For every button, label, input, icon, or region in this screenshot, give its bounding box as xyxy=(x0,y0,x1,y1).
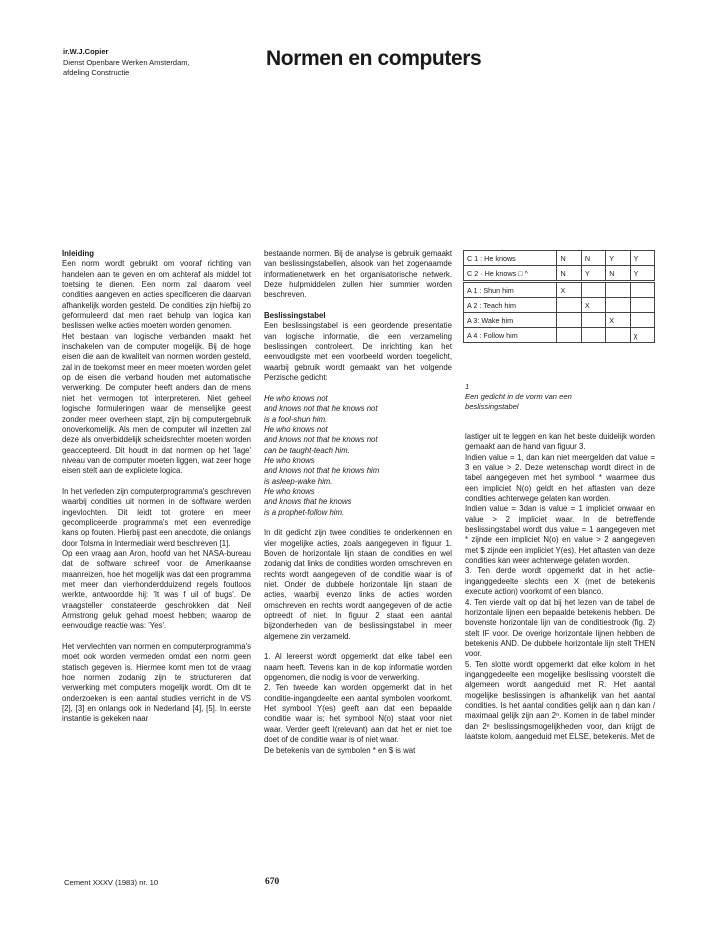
figure-caption xyxy=(465,382,655,412)
paragraph: bestaande normen. Bij de analyse is gebruik gemaakt van beslissingstabellen, alsook van het zogenaamde informatienetwerk en het organisatorische netwerk. Deze hulpmiddelen zullen hier summier worden beschreven. xyxy=(264,249,452,300)
table-cell xyxy=(606,282,630,298)
poem xyxy=(264,394,452,518)
action-row xyxy=(464,282,655,298)
condition-row xyxy=(464,251,655,266)
poem-line: He who knows xyxy=(264,486,315,496)
row-label: A 3: Wake him xyxy=(464,313,557,328)
table-cell: X xyxy=(581,298,605,313)
paragraph: De betekenis van de symbolen * en $ is wat xyxy=(264,745,416,755)
text-column-2 xyxy=(264,249,452,756)
table-cell xyxy=(630,298,654,313)
author-block xyxy=(63,47,253,79)
action-row xyxy=(464,298,655,313)
figure-number: 1 xyxy=(465,382,470,391)
section-heading: Beslissingstabel xyxy=(264,311,326,321)
table-cell xyxy=(557,328,581,343)
table-cell: χ xyxy=(630,328,654,343)
table-cell xyxy=(630,313,654,328)
table-cell xyxy=(606,328,630,343)
action-row xyxy=(464,328,655,343)
paragraph: 5. Ten slotte wordt opgemerkt dat elke kolom in het inganggedeelte een mogelijke beslissing voorstelt die algemeen wordt aangeduid met R. Het aantal mogelijke beslissingen is afhankelijk van het aantal condities. Is het aantal condities gelijk aan η dan kan / maximaal gelijk zijn aan 2ⁿ. Komen in de tabel minder dan 2ⁿ beslissingsmogelijkheden voor, dan krijgt de laatste kolom, aangeduid met ELSE, betekenis. Met de xyxy=(465,659,655,741)
poem-line: is a fool-shun him. xyxy=(264,414,328,424)
table-cell xyxy=(581,282,605,298)
author-organisation: Dienst Openbare Werken Amsterdam, xyxy=(63,57,190,67)
poem-line: is asleep-wake him. xyxy=(264,476,333,486)
table-cell: Y xyxy=(606,251,630,266)
paragraph-gap xyxy=(264,642,452,652)
poem-line: He who knows xyxy=(264,455,315,465)
paragraph: Het vervlechten van normen en computerprogramma's moet ook worden vermeden omdat een norm geen statisch gegeven is. Hiermee komt men tot de vraag hoe normen zodanig zijn te structureren dat verwerking met computers mogelijk wordt. Om dit te onderzoeken is een aantal studies verricht in de VS [2], [3] en onlangs ook in Nederland [4], [5]. In eerste instantie is gekeken naar xyxy=(62,642,251,724)
poem-line: can be taught-teach him. xyxy=(264,445,350,455)
paragraph: Het bestaan van logische verbanden maakt het inschakelen van de computer mogelijk. Bij de hoge eisen die aan de kwaliteit van normen worden gesteld, zal in de toekomst meer en meer moeten worden gelet op de eisen die verband houden met automatische verwerking. De computer heeft anders dan de mens niet het vermogen tot interpreteren. Niet geheel logische formuleringen waar de menselijke geest zonder meer overheen stapt, zijn bij computergebruik onoverkomelijk. Als men de computer wil inzetten zal deze als onverbiddelijk scheidsrechter moeten worden geaccepteerd. Dit houdt in dat normen op het 'lage' niveau van de computer moeten liggen, wat zeer hoge eisen stelt aan de expliciete logica. xyxy=(62,331,251,476)
paragraph-gap xyxy=(264,383,452,393)
table-cell: Y xyxy=(630,251,654,266)
poem-line: is a prophet-follow him. xyxy=(264,507,345,517)
table-cell xyxy=(557,298,581,313)
paragraph: 1. Al lereerst wordt opgemerkt dat elke tabel een naam heeft. Tevens kan in de kop informatie worden opgenomen, die nodig is voor de verwerking. xyxy=(264,652,452,683)
action-row xyxy=(464,313,655,328)
text-column-1 xyxy=(62,249,251,725)
paragraph: In dit gedicht zijn twee condities te onderkennen en vier mogelijke acties, zoals aangegeven in figuur 1. Boven de horizontale lijn staan de condities en wel zodanig dat links de condities worden omschreven en rechts wordt aangegeven of de conditie waar is of niet. Onder de dubbele horizontale lijn staan de acties, waarbij evenzo links de acties worden omschreven en rechts wordt aangegeven of de actie optreedt of niet. In figuur 2 staat een aantal bijzonderheden van de beslissingstabel in meer algemene zin verzameld. xyxy=(264,528,452,641)
row-label: C 2 · He knows □ ^ xyxy=(464,266,557,282)
author-department: afdeling Constructie xyxy=(63,68,130,77)
author-name: ir.W.J.Copier xyxy=(63,47,109,56)
paragraph: Een norm wordt gebruikt om vooraf richting van handelen aan te geven en om achteraf als middel tot toetsing te dienen. Een norm zal daarom veel condities aangeven en acties specificeren die daarvan afhankelijk worden gesteld. De condities zijn hiefbij zo geformuleerd dat men raet behulp van logica kan beslissen welke acties moeten worden genomen. xyxy=(62,259,251,331)
paragraph: Een beslissingstabel is een geordende presentatie van logische informatie, die een verzameling beslissingen controleert. De inrichting kan het eenvoudigste met een voorbeeld worden toegelicht, waarbij gebruik wordt gemaakt van het volgende Perzische gedicht: xyxy=(264,321,452,383)
paragraph: 3. Ten derde wordt opgemerkt dat in het actie-inganggedeelte slechts een X (met de betekenis execute action) voorkomt of een blanco. xyxy=(465,566,655,597)
row-label: A 2 : Teach him xyxy=(464,298,557,313)
text-column-3 xyxy=(465,432,655,742)
poem-line: and knows not that he knows him xyxy=(264,466,380,476)
paragraph: Indien value = 1, dan kan niet meergelden dat value = 3 en value > 2. Deze wetenschap wordt direct in de tabel aangegeven met het symbool * waarmee dus een impliciet N(o) geldt en het aftasten van deze condities achterwege gelaten kan worden. xyxy=(465,452,655,504)
table-cell: Y xyxy=(630,266,654,282)
paragraph: 2. Ten tweede kan worden opgemerkt dat in het conditie-ingangdeelte een aantal symbolen voorkomt. Het symbool Y(es) geeft aan dat een bepaalde conditie waar is; het symbool N(o) staat voor niet waar. Verder geeft I(relevant) aan dat het er niet toe doet of de conditie waar is of niet waar. xyxy=(264,683,452,745)
poem-line: and knows that he knows xyxy=(264,497,352,507)
table-cell: N xyxy=(606,266,630,282)
section-heading: Inleiding xyxy=(62,249,95,258)
poem-line: and knows not that he knows not xyxy=(264,404,378,414)
table-cell xyxy=(581,313,605,328)
table-cell: X xyxy=(557,282,581,298)
paragraph-gap xyxy=(62,632,251,642)
paragraph: lastiger uit te leggen en kan het beste duidelijk worden gemaakt aan de hand van figuur 3. xyxy=(465,432,655,452)
table-cell: Y xyxy=(581,266,605,282)
paragraph: Indien value = 3dan is value = 1 impliciet onwaar en value > 2 impliciet waar. In de betreffende beslissingstabel wordt dus value = 1 aangegeven met * zijnde een impliciet N(o) en value > 2 aangegeven met $ zijnde een impliciet Y(es). Het aftasten van deze condities kan weer achterwege gelaten worden. xyxy=(465,504,655,566)
table-cell: N xyxy=(581,251,605,266)
row-label: C 1 : He knows xyxy=(464,251,557,266)
poem-line: He who knows not xyxy=(264,424,328,434)
row-label: A 1 : Shun him xyxy=(464,282,557,298)
paragraph: Op een vraag aan Aron, hoofd van het NASA-bureau dat de software schreef voor de Amerikaanse maanreizen, hoe het mogelijk was dat een programma met meer dan vierhonderdduizend regels foutloos werkte, antwoordde hij: 'It was f uil of bugs'. De vraagsteller constateerde geschrokken dat Neil Armstrong geluk gehad moest hebben; waarop de eenvoudige reactie was: 'Yes'. xyxy=(62,548,251,631)
article-title: Normen en computers xyxy=(266,47,482,70)
row-label: A 4 : Follow him xyxy=(464,328,557,343)
paragraph: In het verleden zijn computerprogramma's geschreven waarbij condities uit normen in de software werden ingevlochten. Dit leidt tot grotere en meer gecompliceerde programma's met een evenredige kans op fouten. Hierbij past een anecdote, die onlangs door Tolsma in Intermediair werd beschreven [1]. xyxy=(62,486,251,548)
condition-row xyxy=(464,266,655,282)
table-cell: N xyxy=(557,251,581,266)
journal-footer: Cement XXXV (1983) nr. 10 xyxy=(64,878,159,887)
figure-caption-line2: beslissingstabel xyxy=(465,402,519,411)
table-cell: X xyxy=(606,313,630,328)
table-cell xyxy=(581,328,605,343)
page-number: 670 xyxy=(265,877,280,887)
poem-line: He who knows not xyxy=(264,393,328,403)
paragraph-gap xyxy=(264,301,452,311)
decision-table xyxy=(463,250,655,343)
figure-caption-line1: Een gedicht in de vorm van een xyxy=(465,392,572,401)
paragraph-gap xyxy=(62,477,251,487)
table-cell xyxy=(630,282,654,298)
table-cell: N xyxy=(557,266,581,282)
table-cell xyxy=(606,298,630,313)
paragraph: 4. Ten vierde valt op dat bij het lezen van de tabel de horizontale lijnen een bepaalde betekenis hebben. De bovenste horizontale lijn van de conditiestrook (fig. 2) stelt IF voor. De overige horizontale lijnen hebben de betekenis AND. De dubbele horizontale lijn stelt THEN voor. xyxy=(465,597,655,659)
poem-line: and knows not that he knows not xyxy=(264,435,378,445)
paragraph-gap xyxy=(264,518,452,528)
table-cell xyxy=(557,313,581,328)
